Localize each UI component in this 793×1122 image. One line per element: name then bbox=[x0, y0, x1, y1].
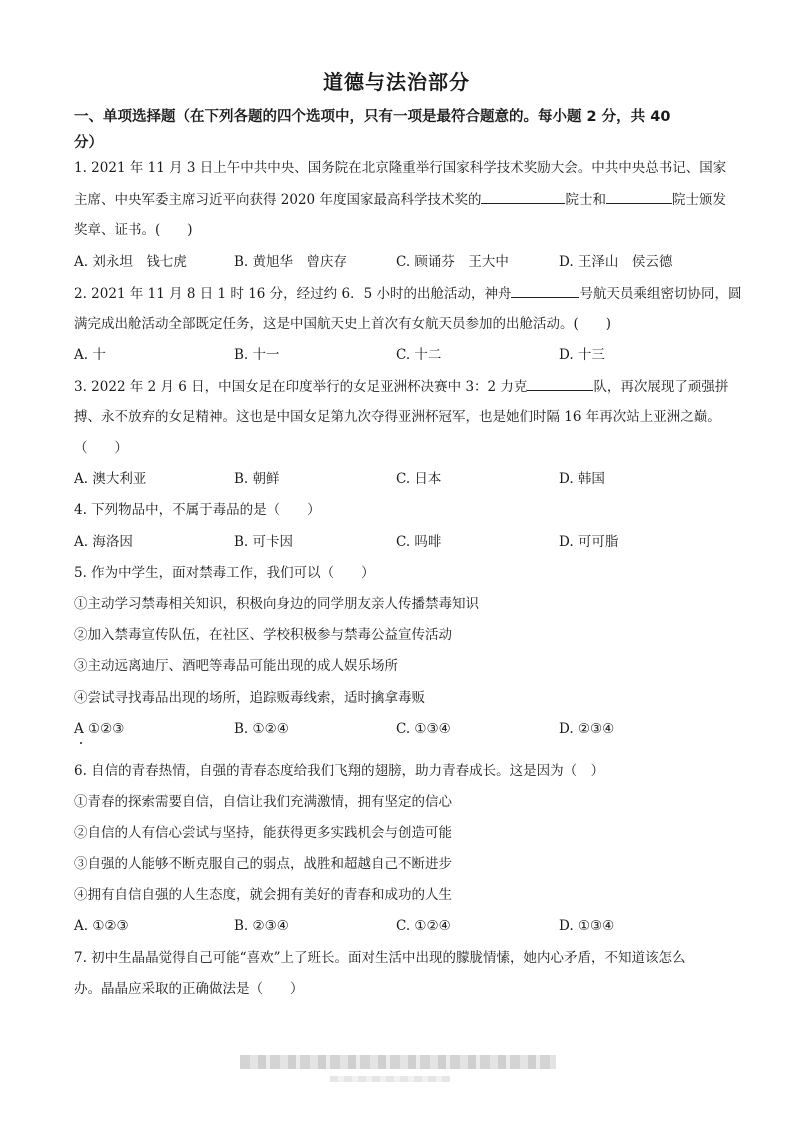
q2-option-d: D. 十三 bbox=[559, 347, 605, 363]
q4-option-b: B. 可卡因 bbox=[234, 534, 294, 550]
q7-line2: 办。晶晶应采取的正确做法是（ ） bbox=[74, 981, 304, 997]
q3-line1 bbox=[74, 376, 734, 397]
q5-item-4: ④尝试寻找毒品出现的场所，追踪贩毒线索，适时擒拿毒贩 bbox=[74, 690, 425, 706]
q4-option-a: A. 海洛因 bbox=[74, 534, 133, 550]
q1-option-c: C. 顾诵芬 王大中 bbox=[396, 254, 509, 270]
q2-option-c: C. 十二 bbox=[396, 347, 442, 363]
q1-line2-text-b: 院士和 bbox=[565, 192, 606, 208]
q6-item-3: ③自强的人能够不断克服自己的弱点，战胜和超越自己不断进步 bbox=[74, 856, 452, 872]
q2-option-b: B. 十一 bbox=[234, 347, 280, 363]
section-heading bbox=[74, 104, 724, 156]
q4-option-c: C. 吗啡 bbox=[396, 534, 442, 550]
q3-line1-text-a: 3. 2022 年 2 月 6 日，中国女足在印度举行的女足亚洲杯决赛中 3：2 力克 bbox=[74, 379, 528, 395]
q1-line2 bbox=[74, 189, 734, 210]
section-heading-line1: 一、单项选择题（在下列各题的四个选项中，只有一项是最符合题意的。每小题 2 分，共 40 bbox=[74, 109, 671, 125]
q2-line2: 满完成出舱活动全部既定任务，这是中国航天史上首次有女航天员参加的出舱活动。( ) bbox=[74, 316, 612, 332]
q6-item-4: ④拥有自信自强的人生态度，就会拥有美好的青春和成功的人生 bbox=[74, 887, 452, 903]
q2-line1-text-b: 号航天员乘组密切协同，圆 bbox=[579, 286, 742, 302]
q6-line1: 6. 自信的青春热情，自强的青春态度给我们飞翔的翅膀，助力青春成长。这是因为（ ） bbox=[74, 763, 605, 779]
blurred-footer-watermark bbox=[240, 1055, 556, 1069]
q5-option-c: C. ①③④ bbox=[396, 721, 451, 737]
q3-blank bbox=[527, 376, 593, 391]
stray-dot-mark bbox=[80, 742, 82, 744]
q3-line2: 搏、永不放弃的女足精神。这也是中国女足第九次夺得亚洲杯冠军，也是她们时隔 16 年再次站上亚洲之巅。 bbox=[74, 409, 721, 425]
q6-item-1: ①青春的探索需要自信，自信让我们充满激情，拥有坚定的信心 bbox=[74, 794, 452, 810]
q2-blank bbox=[511, 283, 579, 298]
q1-line2-text-a: 主席、中央军委主席习近平向获得 2020 年度国家最高科学技术奖的 bbox=[74, 192, 482, 208]
q7-line1: 7. 初中生晶晶觉得自己可能“喜欢”上了班长。面对生活中出现的朦胧情愫，她内心矛盾，不知道该怎么 bbox=[74, 950, 686, 966]
q6-option-d: D. ①③④ bbox=[559, 918, 615, 934]
q6-item-2: ②自信的人有信心尝试与坚持，能获得更多实践机会与创造可能 bbox=[74, 825, 452, 841]
q1-line3: 奖章、证书。( ) bbox=[74, 222, 193, 238]
q4-option-d: D. 可可脂 bbox=[559, 534, 619, 550]
q1-option-b: B. 黄旭华 曾庆存 bbox=[234, 254, 348, 270]
q3-option-c: C. 日本 bbox=[396, 471, 442, 487]
section-heading-line2: 分） bbox=[74, 135, 103, 151]
q5-option-b: B. ①②④ bbox=[234, 721, 289, 737]
q2-option-a: A. 十 bbox=[74, 347, 106, 363]
q3-line1-text-b: 队，再次展现了顽强拼 bbox=[593, 379, 729, 395]
q5-option-d: D. ②③④ bbox=[559, 721, 615, 737]
q4-line1: 4. 下列物品中，不属于毒品的是（ ） bbox=[74, 502, 321, 518]
q5-item-2: ②加入禁毒宣传队伍，在社区、学校积极参与禁毒公益宣传活动 bbox=[74, 627, 452, 643]
q1-line1: 1. 2021 年 11 月 3 日上午中共中央、国务院在北京隆重举行国家科学技术奖励大会。中共中央总书记、国家 bbox=[74, 160, 727, 176]
q3-line3: （ ） bbox=[74, 440, 128, 456]
q1-option-a: A. 刘永坦 钱七虎 bbox=[74, 254, 187, 270]
q1-line2-text-c: 院士颁发 bbox=[671, 192, 726, 208]
q1-blank-1 bbox=[481, 189, 565, 204]
q5-option-a: A ①②③ bbox=[74, 721, 125, 737]
q6-option-a: A. ①②③ bbox=[74, 918, 129, 934]
q6-option-c: C. ①②④ bbox=[396, 918, 451, 934]
q3-option-d: D. 韩国 bbox=[559, 471, 605, 487]
q5-item-3: ③主动远离迪厅、酒吧等毒品可能出现的成人娱乐场所 bbox=[74, 658, 398, 674]
q6-option-b: B. ②③④ bbox=[234, 918, 289, 934]
q1-blank-2 bbox=[606, 189, 672, 204]
page-title: 道德与法治部分 bbox=[323, 70, 470, 94]
q5-item-1: ①主动学习禁毒相关知识，积极向身边的同学朋友亲人传播禁毒知识 bbox=[74, 596, 479, 612]
q3-option-a: A. 澳大利亚 bbox=[74, 471, 147, 487]
q3-option-b: B. 朝鲜 bbox=[234, 471, 280, 487]
q5-line1: 5. 作为中学生，面对禁毒工作，我们可以（ ） bbox=[74, 565, 375, 581]
q1-option-d: D. 王泽山 侯云德 bbox=[559, 254, 673, 270]
q2-line1 bbox=[74, 283, 742, 304]
q2-line1-text-a: 2. 2021 年 11 月 8 日 1 时 16 分，经过约 6．5 小时的出舱活动，神舟 bbox=[74, 286, 512, 302]
blurred-footer-subline bbox=[330, 1076, 450, 1082]
